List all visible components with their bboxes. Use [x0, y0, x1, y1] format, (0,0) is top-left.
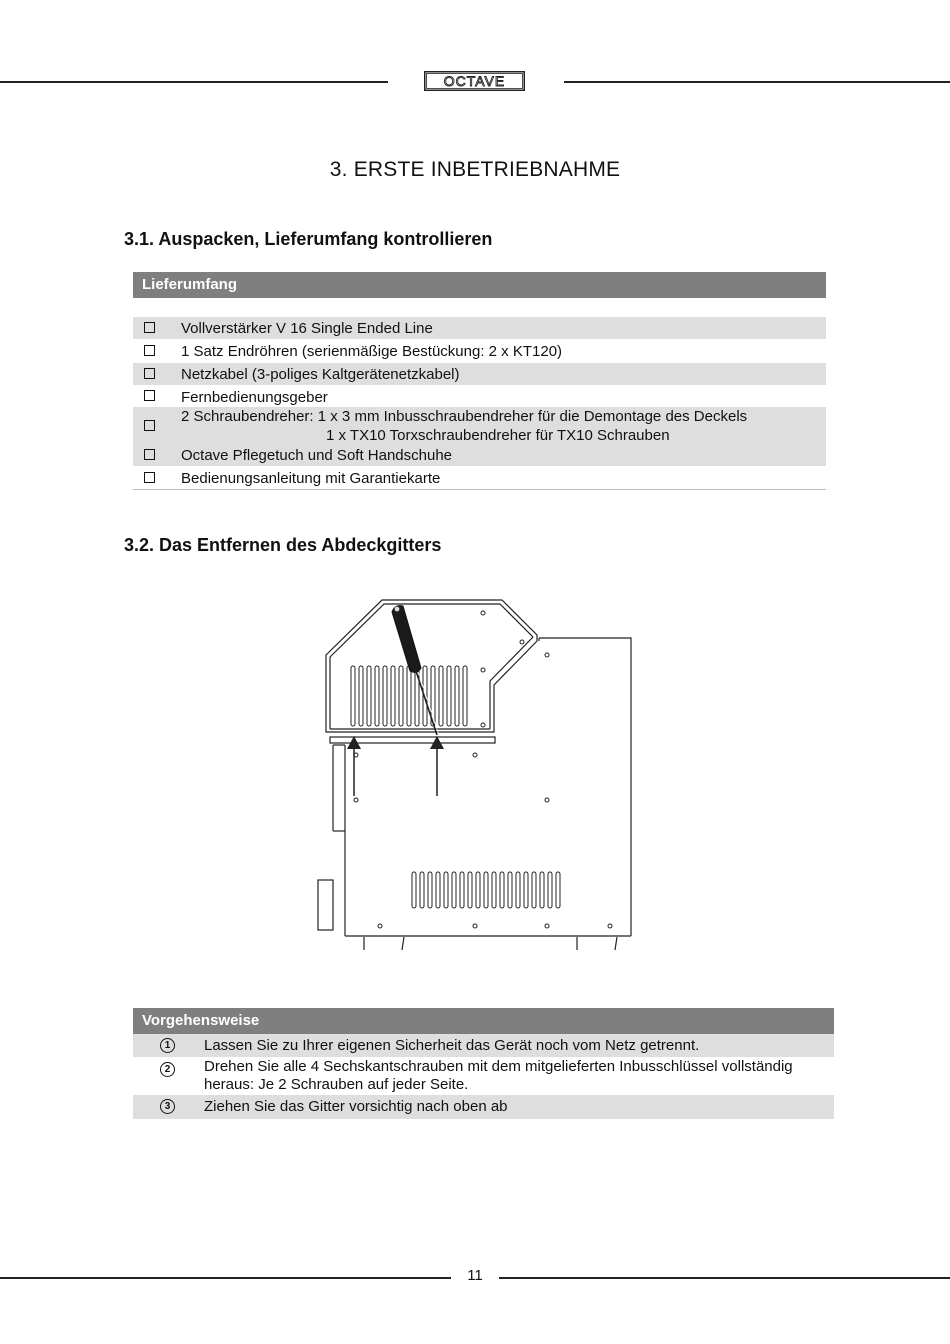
header-rule-right	[564, 81, 950, 83]
footer-rule-right	[499, 1277, 950, 1279]
table-header-scope-of-delivery: Lieferumfang	[133, 272, 826, 298]
list-item: 2 Schraubendreher: 1 x 3 mm Inbusschraubendreher für die Demontage des Deckels 1 x TX10 Torxschraubendreher für TX10 Schrauben	[133, 407, 826, 445]
list-item: Vollverstärker V 16 Single Ended Line	[133, 317, 826, 339]
step-item: 1 Lassen Sie zu Ihrer eigenen Sicherheit das Gerät noch vom Netz getrennt.	[133, 1034, 834, 1057]
checkbox-icon[interactable]	[144, 368, 155, 379]
checkbox-icon[interactable]	[144, 420, 155, 431]
arrow-up-icon	[347, 736, 444, 796]
step-number-icon: 1	[160, 1038, 175, 1053]
checkbox-icon[interactable]	[144, 449, 155, 460]
chapter-title: 3. ERSTE INBETRIEBNAHME	[329, 158, 621, 181]
table-bottom-rule	[133, 489, 826, 490]
list-item: Fernbedienungsgeber	[133, 386, 826, 407]
step-item: 3 Ziehen Sie das Gitter vorsichtig nach oben ab	[133, 1095, 834, 1119]
checkbox-icon[interactable]	[144, 390, 155, 401]
step-item: 2 Drehen Sie alle 4 Sechskantschrauben mit dem mitgelieferten Inbusschlüssel vollständig heraus: Je 2 Schrauben auf jeder Seite.	[133, 1057, 834, 1095]
logo-text: OCTAVE	[443, 73, 506, 89]
step-number-icon: 3	[160, 1099, 175, 1114]
section-heading-unpacking: 3.1. Auspacken, Lieferumfang kontrollieren	[124, 229, 493, 249]
table-header-procedure: Vorgehensweise	[133, 1008, 834, 1034]
header-rule-left	[0, 81, 388, 83]
amplifier-grille-removal-illustration	[300, 590, 640, 955]
checkbox-icon[interactable]	[144, 345, 155, 356]
list-item: Netzkabel (3-poliges Kaltgerätenetzkabel)	[133, 363, 826, 385]
footer-rule-left	[0, 1277, 451, 1279]
checkbox-icon[interactable]	[144, 472, 155, 483]
section-heading-remove-grille: 3.2. Das Entfernen des Abdeckgitters	[124, 535, 442, 555]
list-item: Octave Pflegetuch und Soft Handschuhe	[133, 445, 826, 466]
page-number: 11	[467, 1267, 483, 1284]
list-item: Bedienungsanleitung mit Garantiekarte	[133, 467, 826, 489]
step-number-icon: 2	[160, 1062, 175, 1077]
octave-logo	[424, 71, 525, 91]
list-item: 1 Satz Endröhren (serienmäßige Bestückung: 2 x KT120)	[133, 340, 826, 362]
checkbox-icon[interactable]	[144, 322, 155, 333]
